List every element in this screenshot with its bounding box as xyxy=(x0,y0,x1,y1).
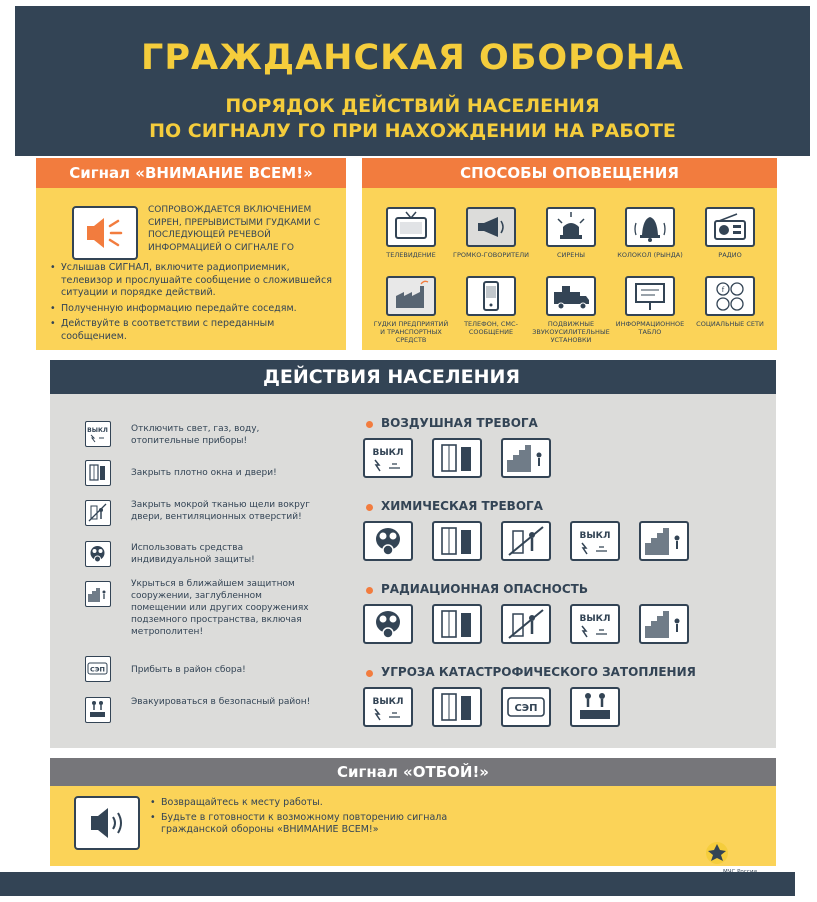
legend-text: Укрыться в ближайшем защитном сооружении, заглубленном помещении или других сооружениях подземного пространства, включая метрополитен! xyxy=(131,579,309,637)
shelter-icon xyxy=(639,604,689,644)
legend-text: Эвакуироваться в безопасный район! xyxy=(131,697,311,707)
signal-description: СОПРОВОЖДАЕТСЯ ВКЛЮЧЕНИЕМ СИРЕН, ПРЕРЫВИСТЫМИ ГУДКАМИ С ПОСЛЕДУЮЩЕЙ РЕЧЕВОЙ ИНФОРМАЦИЕЙ О СИГНАЛЕ ГО xyxy=(148,205,321,253)
radio-icon xyxy=(705,207,755,247)
bullet-dot xyxy=(366,670,373,677)
method-label: ГРОМКО-ГОВОРИТЕЛИ xyxy=(453,251,529,259)
actions-title: ДЕЙСТВИЯ НАСЕЛЕНИЯ xyxy=(50,360,776,394)
category-title: РАДИАЦИОННАЯ ОПАСНОСТЬ xyxy=(381,582,588,596)
method-label: ПОДВИЖНЫЕ ЗВУКОУСИЛИТЕЛЬНЫЕ УСТАНОВКИ xyxy=(532,320,610,344)
svg-text:f: f xyxy=(721,286,725,294)
off-switch-icon xyxy=(363,687,413,727)
speaker-icon xyxy=(74,796,140,850)
close-door-icon xyxy=(432,604,482,644)
shelter-icon xyxy=(85,581,111,607)
otboi-title: Сигнал «ОТБОЙ!» xyxy=(50,758,776,786)
bullet-dot xyxy=(366,421,373,428)
list-item: • Услышав СИГНАЛ, включите радиоприемник, телевизор и прослушайте сообщение о сложившейся ситуации и порядке действий. xyxy=(50,262,340,300)
close-door-icon xyxy=(432,687,482,727)
off-switch-icon xyxy=(85,421,111,447)
shelter-icon xyxy=(501,438,551,478)
method-label: СИРЕНЫ xyxy=(556,251,586,259)
gas-mask-icon xyxy=(363,604,413,644)
method-label: ТЕЛЕВИДЕНИЕ xyxy=(386,251,436,259)
method-label: СОЦИАЛЬНЫЕ СЕТИ xyxy=(696,320,764,328)
evacuate-icon xyxy=(85,697,111,723)
subtitle-line-1: ПОРЯДОК ДЕЙСТВИЙ НАСЕЛЕНИЯ xyxy=(225,95,600,117)
method-label: ГУДКИ ПРЕДПРИЯТИЙ И ТРАНСПОРТНЫХ СРЕДСТВ xyxy=(373,320,449,344)
footer-bar xyxy=(0,872,795,896)
factory-icon xyxy=(386,276,436,316)
off-switch-icon xyxy=(570,521,620,561)
close-door-icon xyxy=(432,438,482,478)
signal-instructions xyxy=(50,262,340,346)
list-item: • Действуйте в соответствии с переданным сообщением. xyxy=(50,318,340,343)
page-title: ГРАЖДАНСКАЯ ОБОРОНА xyxy=(141,38,684,78)
bullet-dot xyxy=(366,504,373,511)
subtitle-line-2: ПО СИГНАЛУ ГО ПРИ НАХОЖДЕНИИ НА РАБОТЕ xyxy=(149,120,676,142)
seal-gaps-icon xyxy=(85,500,111,526)
list-item: • Возвращайтесь к месту работы. xyxy=(150,797,510,810)
category-title: УГРОЗА КАТАСТРОФИЧЕСКОГО ЗАТОПЛЕНИЯ xyxy=(381,665,696,679)
seal-gaps-icon xyxy=(501,604,551,644)
phone-icon xyxy=(466,276,516,316)
close-door-icon xyxy=(432,521,482,561)
svg-text:ВЫКЛ: ВЫКЛ xyxy=(579,614,611,624)
actions-panel xyxy=(50,394,776,748)
sep-icon xyxy=(85,656,111,682)
method-label: РАДИО xyxy=(718,251,742,259)
svg-text:СЭП: СЭП xyxy=(514,703,538,714)
svg-text:СЭП: СЭП xyxy=(90,665,105,674)
list-item: • Будьте в готовности к возможному повторению сигнала гражданской обороны «ВНИМАНИЕ ВСЕМ!» xyxy=(150,812,510,837)
legend-text: Отключить свет, газ, воду, отопительные приборы! xyxy=(131,424,260,446)
gas-mask-icon xyxy=(85,541,111,567)
legend-text: Использовать средства индивидуальной защиты! xyxy=(131,543,255,565)
methods-title: СПОСОБЫ ОПОВЕЩЕНИЯ xyxy=(362,158,777,188)
category-title: ВОЗДУШНАЯ ТРЕВОГА xyxy=(381,416,538,430)
legend-text: Закрыть плотно окна и двери! xyxy=(131,468,277,478)
bullet-dot xyxy=(366,587,373,594)
otboi-instructions xyxy=(150,797,510,839)
evacuate-icon xyxy=(570,687,620,727)
svg-text:ВЫКЛ: ВЫКЛ xyxy=(372,448,404,458)
gas-mask-icon xyxy=(363,521,413,561)
off-switch-icon xyxy=(363,438,413,478)
tv-icon xyxy=(386,207,436,247)
list-item: • Полученную информацию передайте соседям. xyxy=(50,303,340,316)
method-label: ТЕЛЕФОН, СМС-СООБЩЕНИЕ xyxy=(464,320,518,336)
category-title: ХИМИЧЕСКАЯ ТРЕВОГА xyxy=(381,499,543,513)
social-icon xyxy=(705,276,755,316)
page-subtitle xyxy=(15,94,810,144)
shelter-icon xyxy=(639,521,689,561)
svg-text:ВЫКЛ: ВЫКЛ xyxy=(87,427,108,434)
signal-title: Сигнал «ВНИМАНИЕ ВСЕМ!» xyxy=(36,158,346,188)
method-label: ИНФОРМАЦИОННОЕ ТАБЛО xyxy=(615,320,685,336)
van-icon xyxy=(546,276,596,316)
off-switch-icon xyxy=(570,604,620,644)
loudspeaker-icon xyxy=(466,207,516,247)
method-label: КОЛОКОЛ (РЫНДА) xyxy=(617,251,683,259)
speaker-icon xyxy=(72,206,138,260)
legend-text: Прибыть в район сбора! xyxy=(131,665,246,675)
legend-text: Закрыть мокрой тканью щели вокруг двери, вентиляционных отверстий! xyxy=(131,500,310,522)
svg-text:ВЫКЛ: ВЫКЛ xyxy=(579,531,611,541)
bell-icon xyxy=(625,207,675,247)
header-banner xyxy=(15,6,810,156)
billboard-icon xyxy=(625,276,675,316)
sep-icon xyxy=(501,687,551,727)
svg-text:ВЫКЛ: ВЫКЛ xyxy=(372,697,404,707)
siren-icon xyxy=(546,207,596,247)
seal-gaps-icon xyxy=(501,521,551,561)
close-door-icon xyxy=(85,460,111,486)
